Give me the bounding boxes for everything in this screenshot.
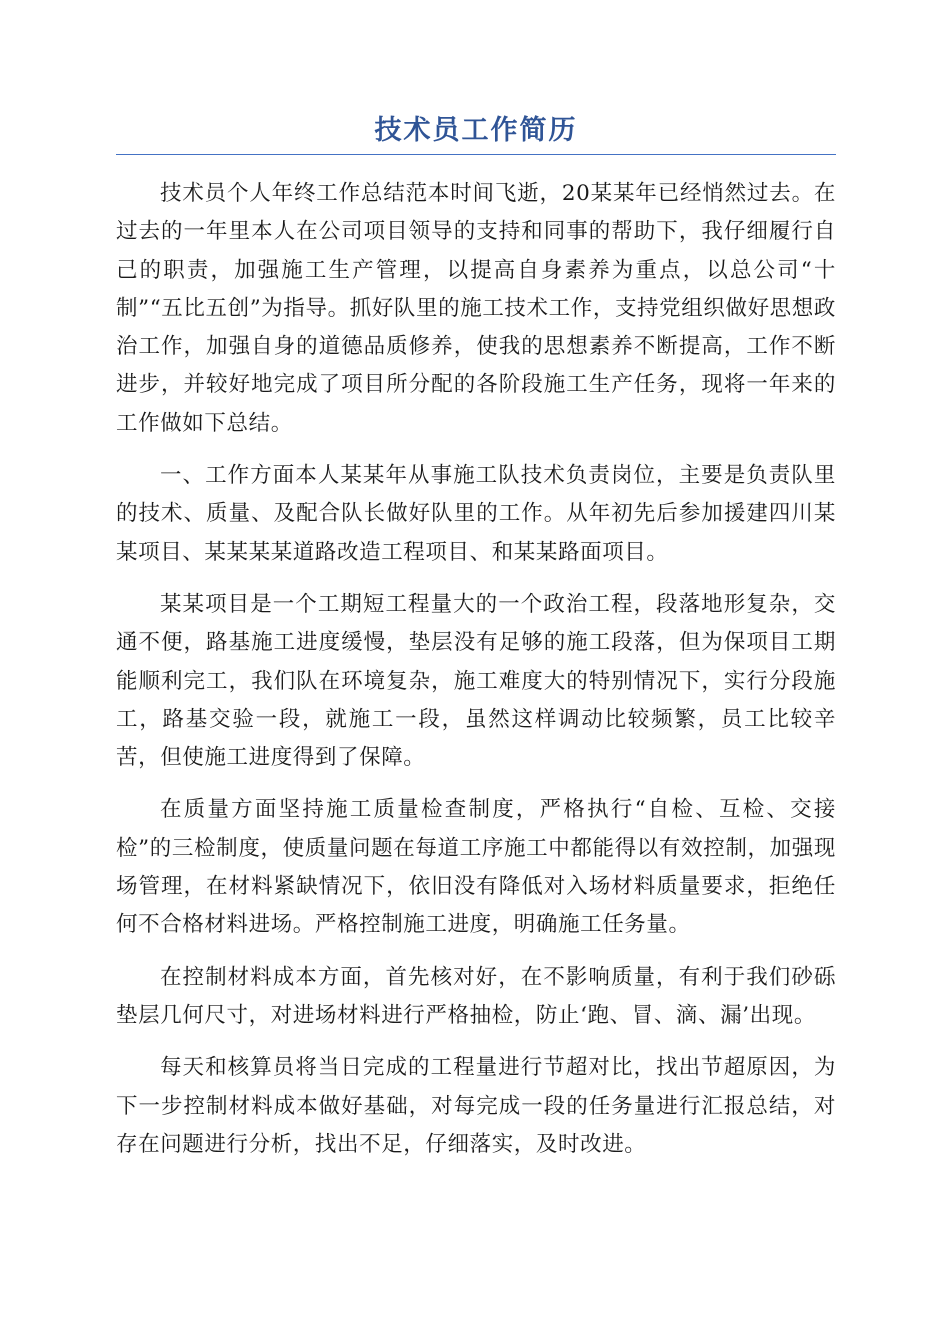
paragraph-intro: 技术员个人年终工作总结范本时间飞逝，20某某年已经悄然过去。在过去的一年里本人在公司项目领导的支持和同事的帮助下，我仔细履行自己的职责，加强施工生产管理，以提高自身素养为重点，以总公司“十制”“五比五创”为指导。抓好队里的施工技术工作，支持党组织做好思想政治工作，加强自身的道德品质修养，使我的思想素养不断提高，工作不断进步，并较好地完成了项目所分配的各阶段施工生产任务，现将一年来的工作做如下总结。	[116, 181, 836, 436]
paragraph-material-cost: 在控制材料成本方面，首先核对好，在不影响质量，有利于我们砂砾垫层几何尺寸，对进场材料进行严格抽检，防止‘跑、冒、滴、漏’出现。	[116, 964, 836, 1028]
paragraph-project-schedule: 某某项目是一个工期短工程量大的一个政治工程，段落地形复杂，交通不便，路基施工进度缓慢，垫层没有足够的施工段落，但为保项目工期能顺利完工，我们队在环境复杂，施工难度大的特别情况下，实行分段施工，路基交验一段，就施工一段，虽然这样调动比较频繁，员工比较辛苦，但使施工进度得到了保障。	[116, 591, 836, 771]
document-title: 技术员工作简历	[374, 115, 578, 146]
paragraph-daily-review: 每天和核算员将当日完成的工程量进行节超对比，找出节超原因，为下一步控制材料成本做好基础，对每完成一段的任务量进行汇报总结，对存在问题进行分析，找出不足，仔细落实，及时改进。	[116, 1055, 836, 1157]
document-page	[116, 108, 836, 1178]
paragraph-work-overview: 一、工作方面本人某某年从事施工队技术负责岗位，主要是负责队里的技术、质量、及配合队长做好队里的工作。从年初先后参加援建四川某某项目、某某某某道路改造工程项目、和某某路面项目。	[116, 463, 836, 565]
paragraph-quality: 在质量方面坚持施工质量检查制度，严格执行“自检、互检、交接检”的三检制度，使质量问题在每道工序施工中都能得以有效控制，加强现场管理，在材料紧缺情况下，依旧没有降低对入场材料质量要求，拒绝任何不合格材料进场。严格控制施工进度，明确施工任务量。	[116, 797, 836, 938]
title-underline	[116, 154, 836, 155]
